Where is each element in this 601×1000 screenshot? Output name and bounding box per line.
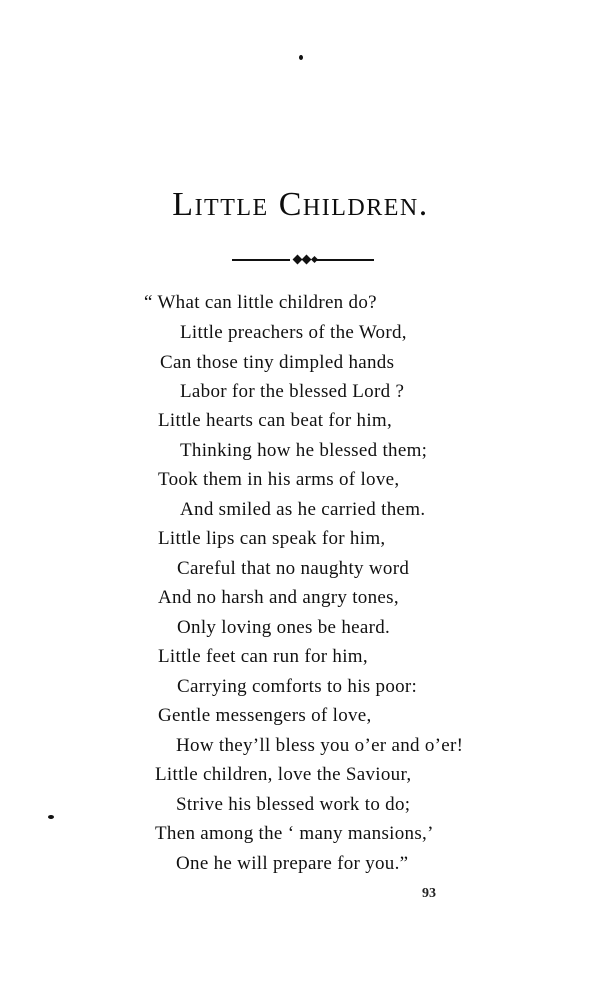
poem-line: Then among the ‘ many mansions,’: [155, 823, 434, 844]
poem-line: “ What can little children do?: [144, 292, 377, 313]
poem-line: Carrying comforts to his poor:: [177, 676, 418, 697]
poem-line: Took them in his arms of love,: [158, 469, 400, 490]
title-ornament: [232, 254, 374, 266]
page-number: 93: [422, 886, 436, 901]
poem-line: Strive his blessed work to do;: [176, 794, 411, 815]
poem-line: Gentle messengers of love,: [158, 705, 372, 726]
ink-speck-top: [299, 55, 303, 60]
ornament-rule-right: [316, 259, 374, 261]
ink-speck-left: [48, 815, 54, 819]
poem-line: And no harsh and angry tones,: [158, 587, 399, 608]
poem-line: Labor for the blessed Lord ?: [180, 381, 405, 402]
poem-line: Thinking how he blessed them;: [180, 440, 428, 461]
poem-line: Careful that no naughty word: [177, 558, 410, 579]
poem-line: Little lips can speak for him,: [158, 528, 386, 549]
poem-line: Little hearts can beat for him,: [158, 410, 393, 431]
poem-line: Little preachers of the Word,: [180, 322, 407, 343]
ornament-rule-left: [232, 259, 290, 261]
poem-line: Little children, love the Saviour,: [155, 764, 412, 785]
poem-line: Can those tiny dimpled hands: [160, 352, 395, 373]
poem-line: Little feet can run for him,: [158, 646, 368, 667]
poem-line: How they’ll bless you o’er and o’er!: [176, 735, 464, 756]
poem-line: Only loving ones be heard.: [177, 617, 391, 638]
poem-line: One he will prepare for you.”: [176, 853, 409, 874]
poem-title: Little Children.: [172, 186, 429, 223]
ornament-diamond-2: [302, 255, 312, 265]
poem-line: And smiled as he carried them.: [180, 499, 426, 520]
